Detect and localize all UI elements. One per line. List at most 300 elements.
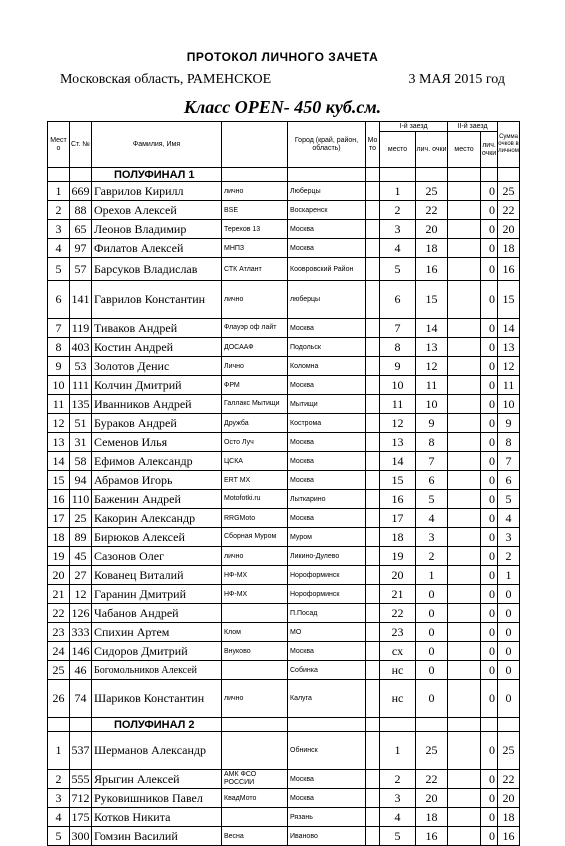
- cell-number: 712: [70, 789, 92, 808]
- cell-city: Ликино-Дулево: [288, 547, 366, 566]
- cell-place: 16: [48, 490, 70, 509]
- cell-name: Богомольников Алексей: [92, 661, 222, 680]
- cell-h2-place: [448, 732, 481, 770]
- cell-name: Шерманов Александр: [92, 732, 222, 770]
- cell-team: Терехов 13: [222, 220, 288, 239]
- table-row: [48, 490, 520, 509]
- cell-name: Костин Андрей: [92, 338, 222, 357]
- table-row: [48, 281, 520, 319]
- cell-h2-points: 0: [481, 220, 498, 239]
- cell-number: 126: [70, 604, 92, 623]
- cell-place: 3: [48, 789, 70, 808]
- cell-sum: 13: [498, 338, 520, 357]
- cell-city: Москва: [288, 376, 366, 395]
- cell-number: 74: [70, 680, 92, 718]
- cell-sum: 0: [498, 661, 520, 680]
- cell-h2-place: [448, 566, 481, 585]
- event-date: 3 МАЯ 2015 год: [408, 72, 505, 87]
- class-title: Класс OPEN- 450 куб.см.: [183, 97, 382, 117]
- cell-h2-place: [448, 680, 481, 718]
- cell-h2-place: [448, 433, 481, 452]
- cell-sum: 11: [498, 376, 520, 395]
- table-row: [48, 182, 520, 201]
- cell-moto: [366, 490, 380, 509]
- table-row: [48, 661, 520, 680]
- cell-city: Муром: [288, 528, 366, 547]
- cell-place: 23: [48, 623, 70, 642]
- cell-h2-points: 0: [481, 827, 498, 846]
- table-row: [48, 258, 520, 281]
- cell-team: лично: [222, 680, 288, 718]
- cell-sum: 3: [498, 528, 520, 547]
- cell-h1-points: 14: [416, 319, 448, 338]
- cell-h1-points: 25: [416, 732, 448, 770]
- cell-h1-place: 23: [380, 623, 416, 642]
- cell-number: 89: [70, 528, 92, 547]
- cell-city: Москва: [288, 509, 366, 528]
- cell-h1-place: 8: [380, 338, 416, 357]
- table-row: [48, 338, 520, 357]
- cell-h2-place: [448, 770, 481, 789]
- cell-h1-place: 21: [380, 585, 416, 604]
- cell-name: Семенов Илья: [92, 433, 222, 452]
- cell-sum: 0: [498, 604, 520, 623]
- table-row: [48, 604, 520, 623]
- cell-h2-points: 0: [481, 319, 498, 338]
- cell-h1-place: 5: [380, 827, 416, 846]
- cell-city: Москва: [288, 789, 366, 808]
- cell-h2-place: [448, 395, 481, 414]
- cell-sum: 2: [498, 547, 520, 566]
- table-row: [48, 433, 520, 452]
- cell-h2-points: 0: [481, 201, 498, 220]
- cell-h1-place: 17: [380, 509, 416, 528]
- cell-moto: [366, 376, 380, 395]
- cell-moto: [366, 452, 380, 471]
- cell-city: Москва: [288, 471, 366, 490]
- cell-team: НФ-МХ: [222, 585, 288, 604]
- cell-team: МНПЗ: [222, 239, 288, 258]
- cell-h1-place: 3: [380, 220, 416, 239]
- cell-h2-place: [448, 357, 481, 376]
- cell-h1-place: 20: [380, 566, 416, 585]
- cell-h1-place: 1: [380, 182, 416, 201]
- cell-h1-place: нс: [380, 661, 416, 680]
- cell-h2-points: 0: [481, 528, 498, 547]
- col-h2-points: лич. очки: [481, 132, 498, 168]
- cell-number: 58: [70, 452, 92, 471]
- cell-h1-points: 9: [416, 414, 448, 433]
- cell-team: [222, 604, 288, 623]
- results-body: [48, 168, 520, 846]
- cell-number: 135: [70, 395, 92, 414]
- cell-h2-points: 0: [481, 623, 498, 642]
- cell-number: 53: [70, 357, 92, 376]
- table-row: [48, 732, 520, 770]
- cell-team: КвадМото: [222, 789, 288, 808]
- cell-city: Москва: [288, 239, 366, 258]
- cell-moto: [366, 319, 380, 338]
- cell-h2-place: [448, 661, 481, 680]
- cell-place: 2: [48, 770, 70, 789]
- cell-name: Бирюков Алексей: [92, 528, 222, 547]
- col-sum: Сумма очков в личном: [498, 122, 520, 168]
- cell-h1-place: 4: [380, 239, 416, 258]
- cell-sum: 20: [498, 789, 520, 808]
- cell-name: Колчин Дмитрий: [92, 376, 222, 395]
- cell-name: Гомзин Василий: [92, 827, 222, 846]
- cell-city: Рязань: [288, 808, 366, 827]
- table-row: [48, 585, 520, 604]
- cell-h1-points: 0: [416, 642, 448, 661]
- col-name: Фамилия, Имя: [92, 122, 222, 168]
- cell-place: 3: [48, 220, 70, 239]
- cell-h2-points: 0: [481, 414, 498, 433]
- cell-h1-points: 15: [416, 281, 448, 319]
- cell-h1-points: 16: [416, 258, 448, 281]
- cell-city: Иваново: [288, 827, 366, 846]
- table-row: [48, 201, 520, 220]
- cell-h1-points: 5: [416, 490, 448, 509]
- cell-moto: [366, 258, 380, 281]
- cell-h1-points: 0: [416, 623, 448, 642]
- cell-number: 12: [70, 585, 92, 604]
- cell-h2-points: 0: [481, 376, 498, 395]
- cell-name: Кованец Виталий: [92, 566, 222, 585]
- cell-city: Люберцы: [288, 182, 366, 201]
- cell-h1-points: 2: [416, 547, 448, 566]
- cell-h1-place: 13: [380, 433, 416, 452]
- cell-city: Лыткарино: [288, 490, 366, 509]
- cell-h1-place: 14: [380, 452, 416, 471]
- cell-moto: [366, 182, 380, 201]
- cell-h1-place: 5: [380, 258, 416, 281]
- cell-place: 4: [48, 239, 70, 258]
- cell-h1-points: 16: [416, 827, 448, 846]
- cell-sum: 6: [498, 471, 520, 490]
- table-row: [48, 414, 520, 433]
- cell-sum: 5: [498, 490, 520, 509]
- cell-name: Сазонов Олег: [92, 547, 222, 566]
- cell-moto: [366, 414, 380, 433]
- cell-team: ДОСААФ: [222, 338, 288, 357]
- cell-name: Ярыгин Алексей: [92, 770, 222, 789]
- table-row: [48, 471, 520, 490]
- cell-h1-place: 9: [380, 357, 416, 376]
- table-row: [48, 827, 520, 846]
- cell-number: 97: [70, 239, 92, 258]
- cell-moto: [366, 770, 380, 789]
- cell-h2-points: 0: [481, 604, 498, 623]
- cell-name: Чабанов Андрей: [92, 604, 222, 623]
- cell-number: 57: [70, 258, 92, 281]
- cell-number: 25: [70, 509, 92, 528]
- table-row: [48, 528, 520, 547]
- cell-h2-place: [448, 528, 481, 547]
- cell-h1-place: 15: [380, 471, 416, 490]
- cell-team: ФРМ: [222, 376, 288, 395]
- cell-city: Собинка: [288, 661, 366, 680]
- cell-moto: [366, 789, 380, 808]
- cell-moto: [366, 566, 380, 585]
- cell-team: Motofotki.ru: [222, 490, 288, 509]
- cell-number: 51: [70, 414, 92, 433]
- cell-h1-points: 25: [416, 182, 448, 201]
- cell-team: RRGMoto: [222, 509, 288, 528]
- cell-city: Воскаренск: [288, 201, 366, 220]
- cell-h2-place: [448, 258, 481, 281]
- cell-place: 4: [48, 808, 70, 827]
- cell-name: Иванников Андрей: [92, 395, 222, 414]
- table-row: [48, 509, 520, 528]
- cell-h1-place: 16: [380, 490, 416, 509]
- cell-h2-points: 0: [481, 642, 498, 661]
- cell-h2-place: [448, 623, 481, 642]
- cell-team: лично: [222, 182, 288, 201]
- cell-number: 111: [70, 376, 92, 395]
- table-row: [48, 642, 520, 661]
- cell-moto: [366, 509, 380, 528]
- cell-place: 20: [48, 566, 70, 585]
- cell-team: Сборная Муром: [222, 528, 288, 547]
- cell-moto: [366, 395, 380, 414]
- cell-h2-place: [448, 220, 481, 239]
- table-row: [48, 566, 520, 585]
- cell-place: 15: [48, 471, 70, 490]
- cell-h2-points: 0: [481, 490, 498, 509]
- cell-sum: 25: [498, 182, 520, 201]
- cell-h2-points: 0: [481, 281, 498, 319]
- cell-moto: [366, 642, 380, 661]
- cell-team: лично: [222, 547, 288, 566]
- cell-sum: 0: [498, 680, 520, 718]
- page-title: ПРОТОКОЛ ЛИЧНОГО ЗАЧЕТА: [186, 50, 379, 64]
- cell-moto: [366, 808, 380, 827]
- cell-h1-place: 22: [380, 604, 416, 623]
- cell-place: 1: [48, 732, 70, 770]
- cell-h1-place: 10: [380, 376, 416, 395]
- cell-name: Гаврилов Константин: [92, 281, 222, 319]
- cell-h1-points: 6: [416, 471, 448, 490]
- cell-h2-points: 0: [481, 395, 498, 414]
- cell-name: Ефимов Александр: [92, 452, 222, 471]
- cell-place: 21: [48, 585, 70, 604]
- cell-name: Гаврилов Кирилл: [92, 182, 222, 201]
- cell-h1-place: 2: [380, 201, 416, 220]
- cell-moto: [366, 471, 380, 490]
- cell-h1-points: 7: [416, 452, 448, 471]
- cell-h1-points: 18: [416, 808, 448, 827]
- cell-h2-place: [448, 319, 481, 338]
- cell-team: ERT MX: [222, 471, 288, 490]
- cell-place: 6: [48, 281, 70, 319]
- cell-team: Клом: [222, 623, 288, 642]
- cell-moto: [366, 220, 380, 239]
- cell-number: 88: [70, 201, 92, 220]
- cell-name: Бураков Андрей: [92, 414, 222, 433]
- cell-place: 7: [48, 319, 70, 338]
- cell-name: Абрамов Игорь: [92, 471, 222, 490]
- cell-h2-place: [448, 471, 481, 490]
- table-row: [48, 789, 520, 808]
- cell-h2-points: 0: [481, 585, 498, 604]
- cell-city: Москва: [288, 319, 366, 338]
- cell-h1-points: 18: [416, 239, 448, 258]
- cell-name: Золотов Денис: [92, 357, 222, 376]
- cell-city: Москва: [288, 452, 366, 471]
- table-row: [48, 623, 520, 642]
- cell-city: П.Посад: [288, 604, 366, 623]
- col-h1-points: лич. очки: [416, 132, 448, 168]
- cell-place: 9: [48, 357, 70, 376]
- cell-sum: 4: [498, 509, 520, 528]
- event-location: Московская область, РАМЕНСКОЕ: [60, 72, 272, 87]
- cell-h2-place: [448, 338, 481, 357]
- cell-h2-points: 0: [481, 509, 498, 528]
- cell-moto: [366, 357, 380, 376]
- cell-name: Гаранин Дмитрий: [92, 585, 222, 604]
- cell-team: Осто Луч: [222, 433, 288, 452]
- cell-number: 403: [70, 338, 92, 357]
- cell-h1-points: 22: [416, 201, 448, 220]
- cell-team: Лично: [222, 357, 288, 376]
- cell-city: Коломна: [288, 357, 366, 376]
- cell-h2-place: [448, 414, 481, 433]
- cell-h2-place: [448, 547, 481, 566]
- cell-name: Шариков Константин: [92, 680, 222, 718]
- cell-h1-place: 7: [380, 319, 416, 338]
- cell-name: Какорин Александр: [92, 509, 222, 528]
- cell-place: 10: [48, 376, 70, 395]
- cell-number: 46: [70, 661, 92, 680]
- cell-name: Баженин Андрей: [92, 490, 222, 509]
- cell-h2-points: 0: [481, 338, 498, 357]
- cell-place: 13: [48, 433, 70, 452]
- cell-h2-place: [448, 604, 481, 623]
- cell-team: Галлакс Мытищи: [222, 395, 288, 414]
- cell-place: 8: [48, 338, 70, 357]
- cell-team: Весна: [222, 827, 288, 846]
- table-row: [48, 357, 520, 376]
- table-row: [48, 770, 520, 789]
- table-row: [48, 547, 520, 566]
- cell-number: 669: [70, 182, 92, 201]
- cell-number: 333: [70, 623, 92, 642]
- cell-city: Москва: [288, 220, 366, 239]
- cell-team: ЦСКА: [222, 452, 288, 471]
- cell-h1-place: 2: [380, 770, 416, 789]
- cell-city: Москва: [288, 433, 366, 452]
- cell-team: Флауэр оф лайт: [222, 319, 288, 338]
- cell-h1-place: 6: [380, 281, 416, 319]
- cell-h1-points: 11: [416, 376, 448, 395]
- cell-h2-points: 0: [481, 808, 498, 827]
- col-heat2: II-й заезд: [448, 122, 498, 132]
- cell-h1-points: 0: [416, 604, 448, 623]
- cell-team: [222, 808, 288, 827]
- cell-sum: 9: [498, 414, 520, 433]
- cell-name: Сидоров Дмитрий: [92, 642, 222, 661]
- cell-city: люберцы: [288, 281, 366, 319]
- cell-number: 65: [70, 220, 92, 239]
- cell-sum: 12: [498, 357, 520, 376]
- cell-sum: 0: [498, 585, 520, 604]
- cell-name: Котков Никита: [92, 808, 222, 827]
- cell-h1-points: 4: [416, 509, 448, 528]
- cell-name: Тиваков Андрей: [92, 319, 222, 338]
- cell-h1-place: нс: [380, 680, 416, 718]
- cell-moto: [366, 239, 380, 258]
- cell-h1-place: 4: [380, 808, 416, 827]
- cell-h1-points: 10: [416, 395, 448, 414]
- cell-h2-points: 0: [481, 770, 498, 789]
- cell-moto: [366, 201, 380, 220]
- cell-h2-points: 0: [481, 789, 498, 808]
- cell-city: Кострома: [288, 414, 366, 433]
- cell-h1-place: 18: [380, 528, 416, 547]
- cell-h2-place: [448, 376, 481, 395]
- cell-city: Москва: [288, 642, 366, 661]
- cell-number: 300: [70, 827, 92, 846]
- cell-team: лично: [222, 281, 288, 319]
- cell-h1-place: 1: [380, 732, 416, 770]
- cell-number: 537: [70, 732, 92, 770]
- cell-place: 12: [48, 414, 70, 433]
- cell-moto: [366, 623, 380, 642]
- cell-city: Подольск: [288, 338, 366, 357]
- cell-moto: [366, 281, 380, 319]
- cell-h2-place: [448, 789, 481, 808]
- col-heat1: I-й заезд: [380, 122, 448, 132]
- event-info: [60, 72, 505, 88]
- cell-moto: [366, 585, 380, 604]
- cell-sum: 18: [498, 239, 520, 258]
- cell-place: 2: [48, 201, 70, 220]
- cell-place: 26: [48, 680, 70, 718]
- cell-name: Барсуков Владислав: [92, 258, 222, 281]
- cell-sum: 22: [498, 201, 520, 220]
- cell-moto: [366, 732, 380, 770]
- table-row: [48, 808, 520, 827]
- cell-name: Орехов Алексей: [92, 201, 222, 220]
- cell-city: Калуга: [288, 680, 366, 718]
- cell-name: Филатов Алексей: [92, 239, 222, 258]
- table-row: [48, 395, 520, 414]
- cell-city: Мытищи: [288, 395, 366, 414]
- cell-place: 18: [48, 528, 70, 547]
- cell-h2-place: [448, 585, 481, 604]
- cell-h1-points: 20: [416, 220, 448, 239]
- cell-h2-points: 0: [481, 433, 498, 452]
- col-number: Ст. №: [70, 122, 92, 168]
- cell-city: Нороформинск: [288, 566, 366, 585]
- cell-place: 25: [48, 661, 70, 680]
- cell-h2-points: 0: [481, 239, 498, 258]
- col-h2-place: место: [448, 132, 481, 168]
- cell-city: Обнинск: [288, 732, 366, 770]
- cell-place: 24: [48, 642, 70, 661]
- cell-team: [222, 661, 288, 680]
- cell-name: Леонов Владимир: [92, 220, 222, 239]
- cell-place: 1: [48, 182, 70, 201]
- cell-h2-place: [448, 239, 481, 258]
- cell-place: 14: [48, 452, 70, 471]
- cell-number: 119: [70, 319, 92, 338]
- cell-moto: [366, 604, 380, 623]
- cell-team: [222, 732, 288, 770]
- cell-h1-points: 3: [416, 528, 448, 547]
- section-header: [48, 168, 520, 182]
